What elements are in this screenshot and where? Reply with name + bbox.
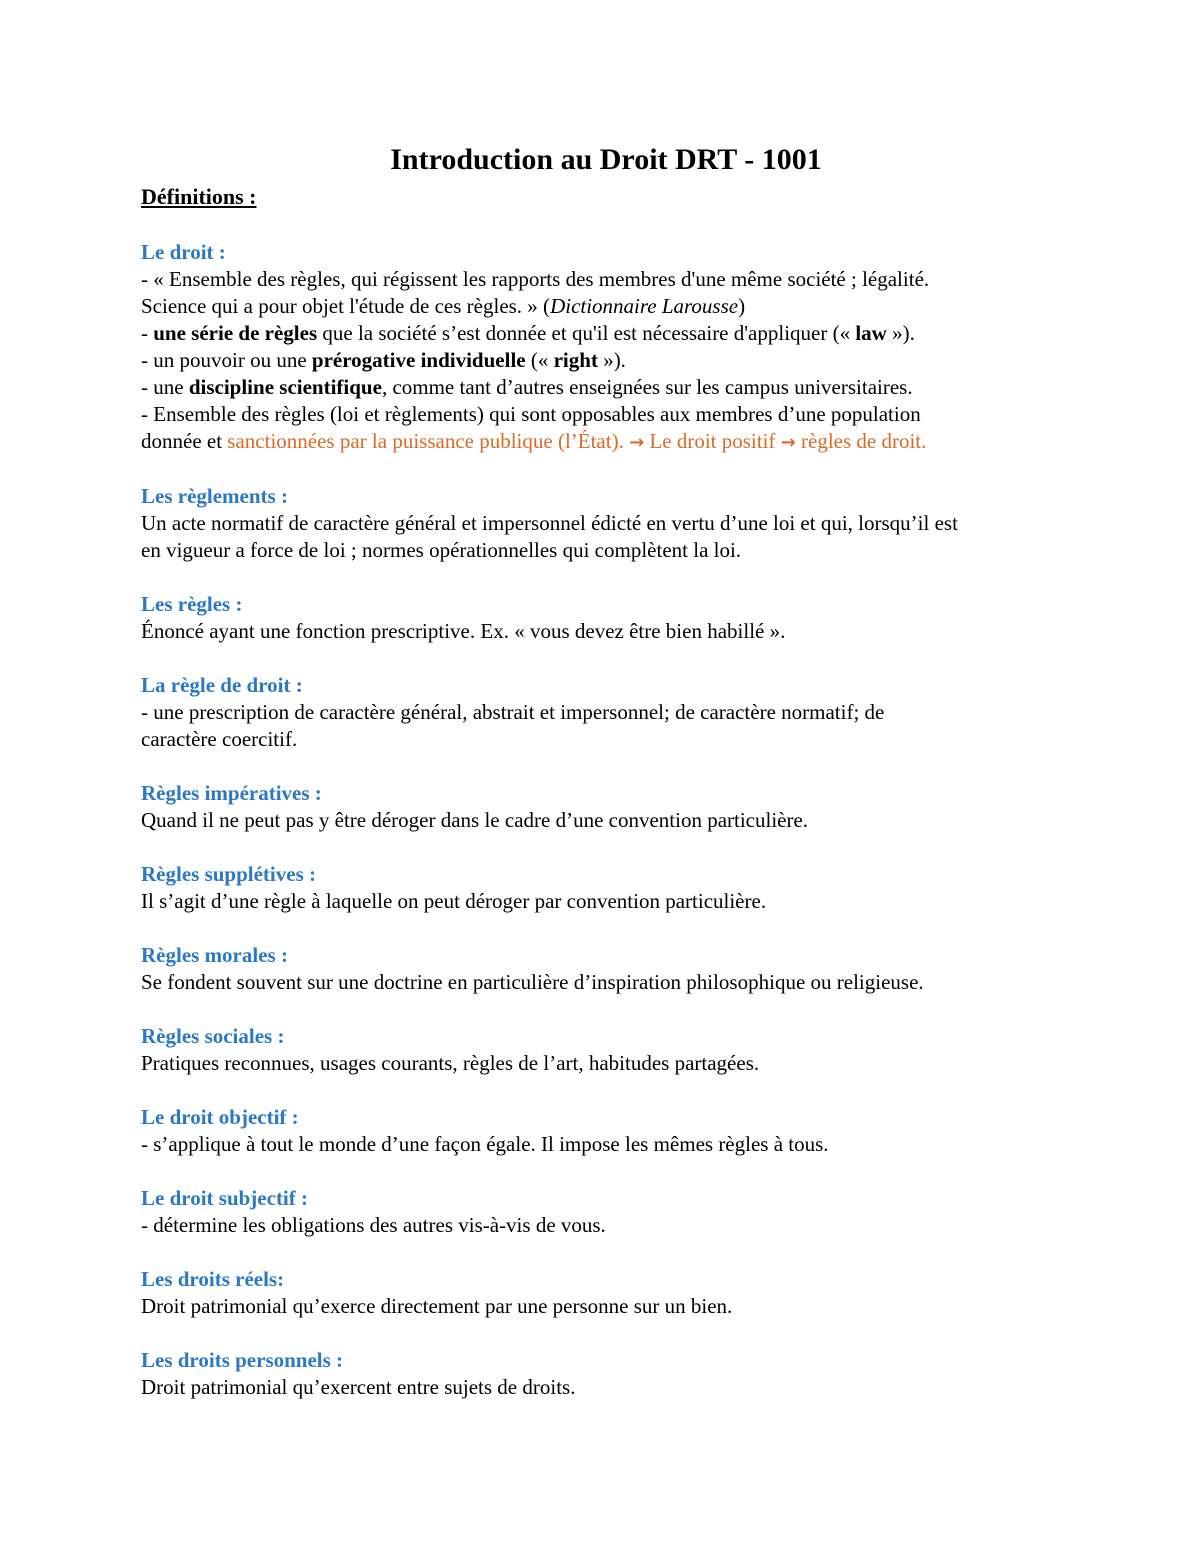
definition-regles-imperatives	[141, 780, 1071, 834]
text-run: - une	[141, 375, 189, 399]
term-heading: Règles impératives :	[141, 781, 322, 805]
bold-phrase: law	[855, 321, 887, 345]
text-run: - un pouvoir ou une	[141, 348, 312, 372]
definition-line: Pratiques reconnues, usages courants, règles de l’art, habitudes partagées.	[141, 1051, 760, 1075]
definition-line: - une prescription de caractère général, abstrait et impersonnel; de caractère normatif; de	[141, 700, 885, 724]
bold-phrase: une série de règles	[153, 321, 318, 345]
document-page	[141, 140, 1071, 1401]
text-run: que la société s’est donnée et qu'il est nécessaire d'appliquer («	[317, 321, 856, 345]
definition-line: en vigueur a force de loi ; normes opérationnelles qui complètent la loi.	[141, 538, 742, 562]
spacer	[141, 996, 1071, 1023]
text-run: -	[141, 321, 154, 345]
spacer	[141, 1158, 1071, 1185]
text-run: Science qui a pour objet l'étude de ces règles. » (	[141, 294, 551, 318]
section-heading-definitions: Définitions :	[141, 184, 257, 209]
text-run: »).	[597, 348, 626, 372]
text-run: )	[738, 294, 746, 318]
definition-regles-sociales	[141, 1023, 1071, 1077]
definition-line: caractère coercitif.	[141, 727, 298, 751]
term-heading: Règles supplétives :	[141, 862, 316, 886]
document-title: Introduction au Droit DRT - 1001	[390, 143, 822, 176]
term-heading: Les droits personnels :	[141, 1348, 344, 1372]
text-run: donnée et	[141, 429, 228, 453]
definition-line	[141, 293, 1071, 320]
spacer	[141, 645, 1071, 672]
definition-regles-suppletives	[141, 861, 1071, 915]
definition-line	[141, 428, 1071, 456]
definition-droit-subjectif	[141, 1185, 1071, 1239]
definition-line	[141, 320, 1071, 347]
text-run: , comme tant d’autres enseignées sur les campus universitaires.	[381, 375, 913, 399]
term-heading: Le droit objectif :	[141, 1105, 299, 1129]
text-run: («	[525, 348, 554, 372]
spacer	[141, 834, 1071, 861]
spacer	[141, 753, 1071, 780]
definition-line: - « Ensemble des règles, qui régissent les rapports des membres d'une même société ; légalité.	[141, 267, 930, 291]
definition-line: Un acte normatif de caractère général et impersonnel édicté en vertu d’une loi et qui, lorsqu’il est	[141, 511, 958, 535]
spacer	[141, 1320, 1071, 1347]
bold-phrase: prérogative individuelle	[311, 348, 526, 372]
definition-line	[141, 374, 1071, 401]
definition-regles	[141, 591, 1071, 645]
bold-phrase: discipline scientifique	[188, 375, 382, 399]
spacer	[141, 212, 1071, 239]
term-heading: Les règlements :	[141, 484, 288, 508]
definition-line: Droit patrimonial qu’exerce directement par une personne sur un bien.	[141, 1294, 733, 1318]
definition-droits-personnels	[141, 1347, 1071, 1401]
highlight-phrase: Le droit positif	[649, 429, 776, 453]
term-heading: Le droit subjectif :	[141, 1186, 309, 1210]
term-heading: La règle de droit :	[141, 673, 303, 697]
highlight-phrase: règles de droit.	[801, 429, 927, 453]
term-heading: Le droit :	[141, 240, 226, 264]
bold-phrase: right	[553, 348, 598, 372]
term-heading: Les droits réels:	[141, 1267, 285, 1291]
definition-line: Quand il ne peut pas y être déroger dans le cadre d’une convention particulière.	[141, 808, 809, 832]
term-heading: Les règles :	[141, 592, 243, 616]
spacer	[141, 915, 1071, 942]
spacer	[141, 564, 1071, 591]
definition-line: Se fondent souvent sur une doctrine en particulière d’inspiration philosophique ou religieuse.	[141, 970, 924, 994]
definition-line: Il s’agit d’une règle à laquelle on peut déroger par convention particulière.	[141, 889, 767, 913]
definition-droit-objectif	[141, 1104, 1071, 1158]
term-heading: Règles morales :	[141, 943, 288, 967]
definition-line: - s’applique à tout le monde d’une façon égale. Il impose les mêmes règles à tous.	[141, 1132, 829, 1156]
text-run: »).	[886, 321, 915, 345]
spacer	[141, 456, 1071, 483]
arrow-right-icon: →	[780, 432, 796, 453]
definition-line: Énoncé ayant une fonction prescriptive. Ex. « vous devez être bien habillé ».	[141, 619, 786, 643]
definition-droits-reels	[141, 1266, 1071, 1320]
citation-source: Dictionnaire Larousse	[550, 294, 739, 318]
term-heading: Règles sociales :	[141, 1024, 285, 1048]
arrow-right-icon: →	[629, 432, 645, 453]
definition-line	[141, 347, 1071, 374]
definition-regles-morales	[141, 942, 1071, 996]
definition-le-droit	[141, 239, 1071, 456]
spacer	[141, 1239, 1071, 1266]
highlight-phrase: sanctionnées par la puissance publique (l’État).	[227, 429, 624, 453]
definition-reglements	[141, 483, 1071, 564]
spacer	[141, 1077, 1071, 1104]
definition-line: Droit patrimonial qu’exercent entre sujets de droits.	[141, 1375, 576, 1399]
definition-regle-de-droit	[141, 672, 1071, 753]
definition-line: - Ensemble des règles (loi et règlements) qui sont opposables aux membres d’une population	[141, 402, 921, 426]
definition-line: - détermine les obligations des autres vis-à-vis de vous.	[141, 1213, 606, 1237]
